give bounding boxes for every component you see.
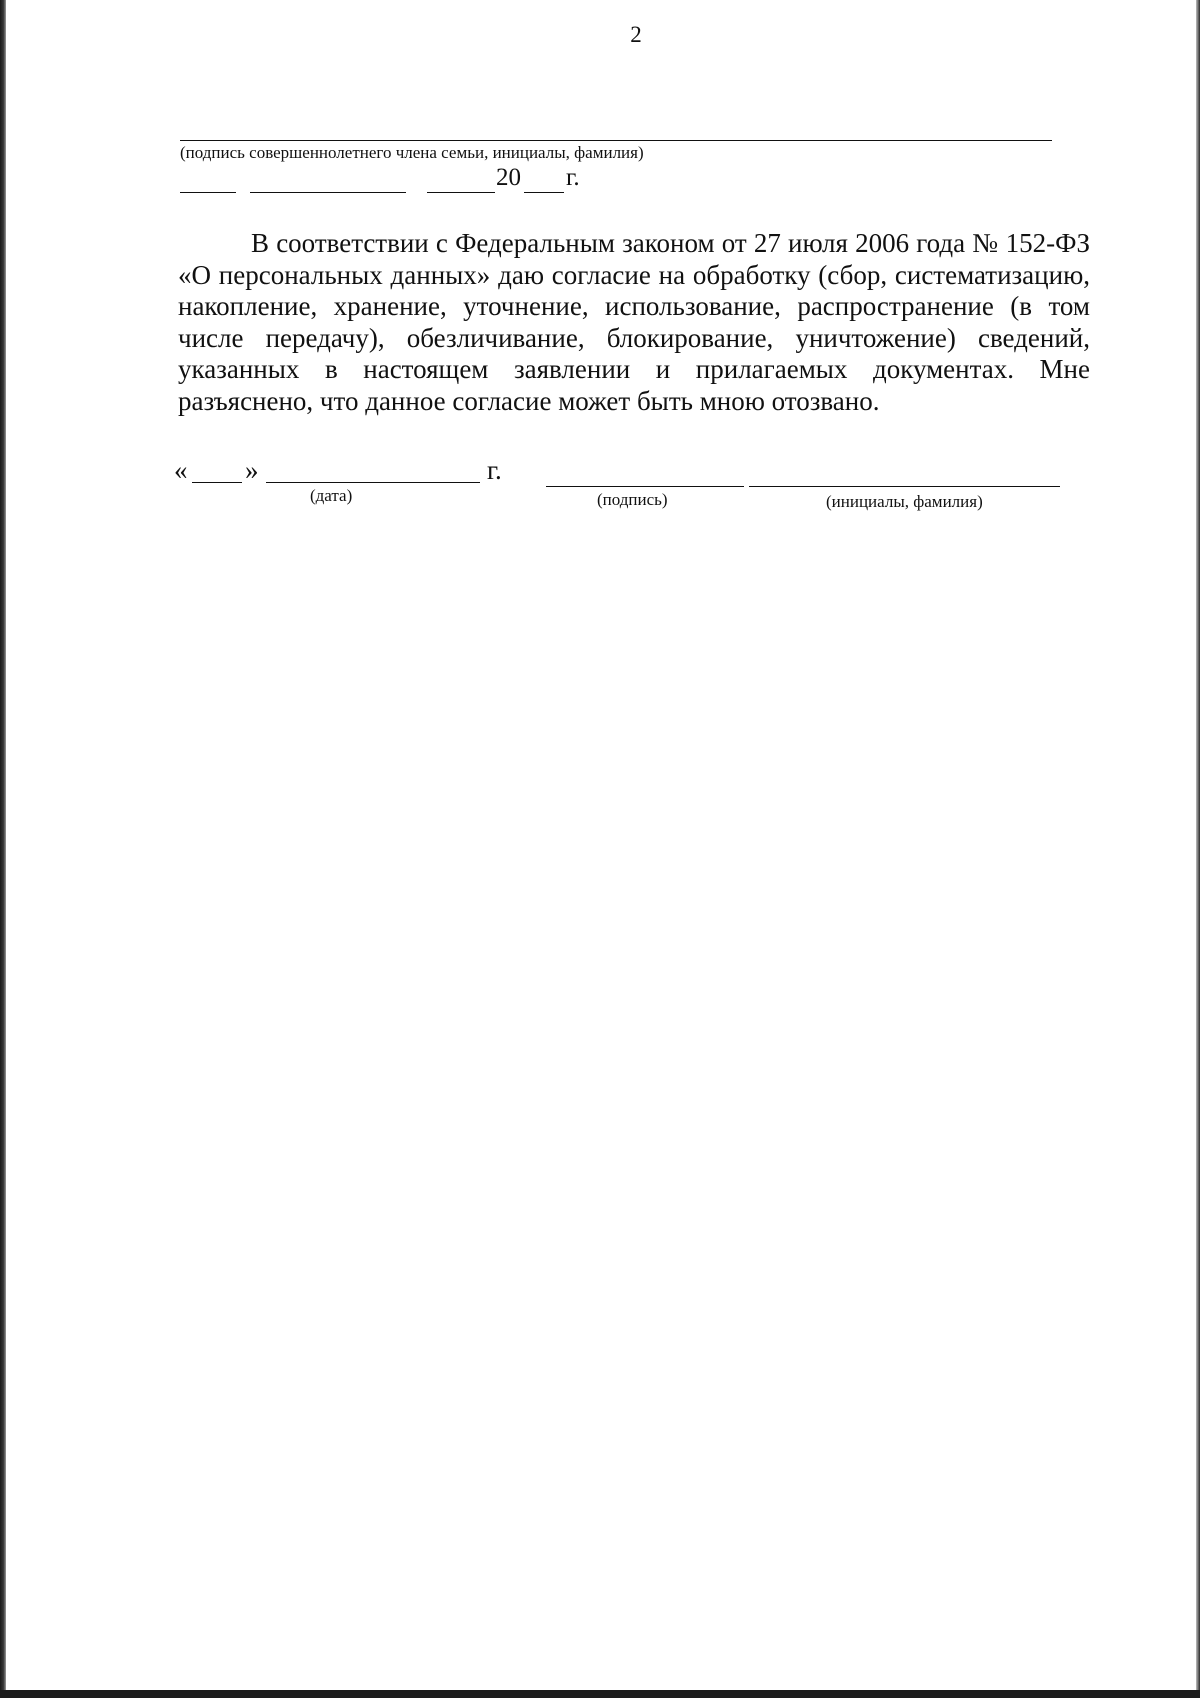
signature-blank-line[interactable]	[546, 486, 744, 487]
family-member-signature-caption: (подпись совершеннолетнего члена семьи, инициалы, фамилия)	[180, 143, 644, 162]
date-quote-open: «	[174, 455, 188, 485]
date-blank-line[interactable]	[266, 482, 480, 483]
day-blank-line[interactable]	[180, 192, 236, 193]
name-caption: (инициалы, фамилия)	[826, 492, 983, 511]
year-suffix-bottom: г.	[487, 455, 502, 485]
consent-paragraph: В соответствии с Федеральным законом от 27 июля 2006 года № 152-ФЗ «О персональных данных» даю согласие на обработку (сбор, систематизацию, накопление, хранение, уточнение, использование, распространение (в том числе передачу), обезличивание, блокирование, уничтожение) сведений, указанных в настоящем заявлении и прилагаемых документах. Мне разъяснено, что данное согласие может быть мною отозвано.	[178, 228, 1090, 416]
family-member-signature-line[interactable]	[180, 140, 1052, 141]
date-caption: (дата)	[310, 486, 353, 505]
year-prefix-blank-line[interactable]	[427, 192, 495, 193]
month-blank-line[interactable]	[250, 192, 406, 193]
scan-bottom-edge	[0, 1690, 1200, 1698]
date-quote-close: »	[245, 455, 259, 485]
name-blank-line[interactable]	[749, 486, 1060, 487]
day-blank-line-bottom[interactable]	[192, 482, 242, 483]
signature-caption: (подпись)	[597, 490, 668, 509]
year-prefix-text: 20	[496, 164, 521, 191]
year-suffix-text: г.	[566, 164, 580, 191]
scan-left-edge	[0, 0, 6, 1698]
page-number: 2	[630, 22, 642, 47]
year-blank-line[interactable]	[524, 192, 564, 193]
scan-right-edge	[1196, 0, 1200, 1698]
